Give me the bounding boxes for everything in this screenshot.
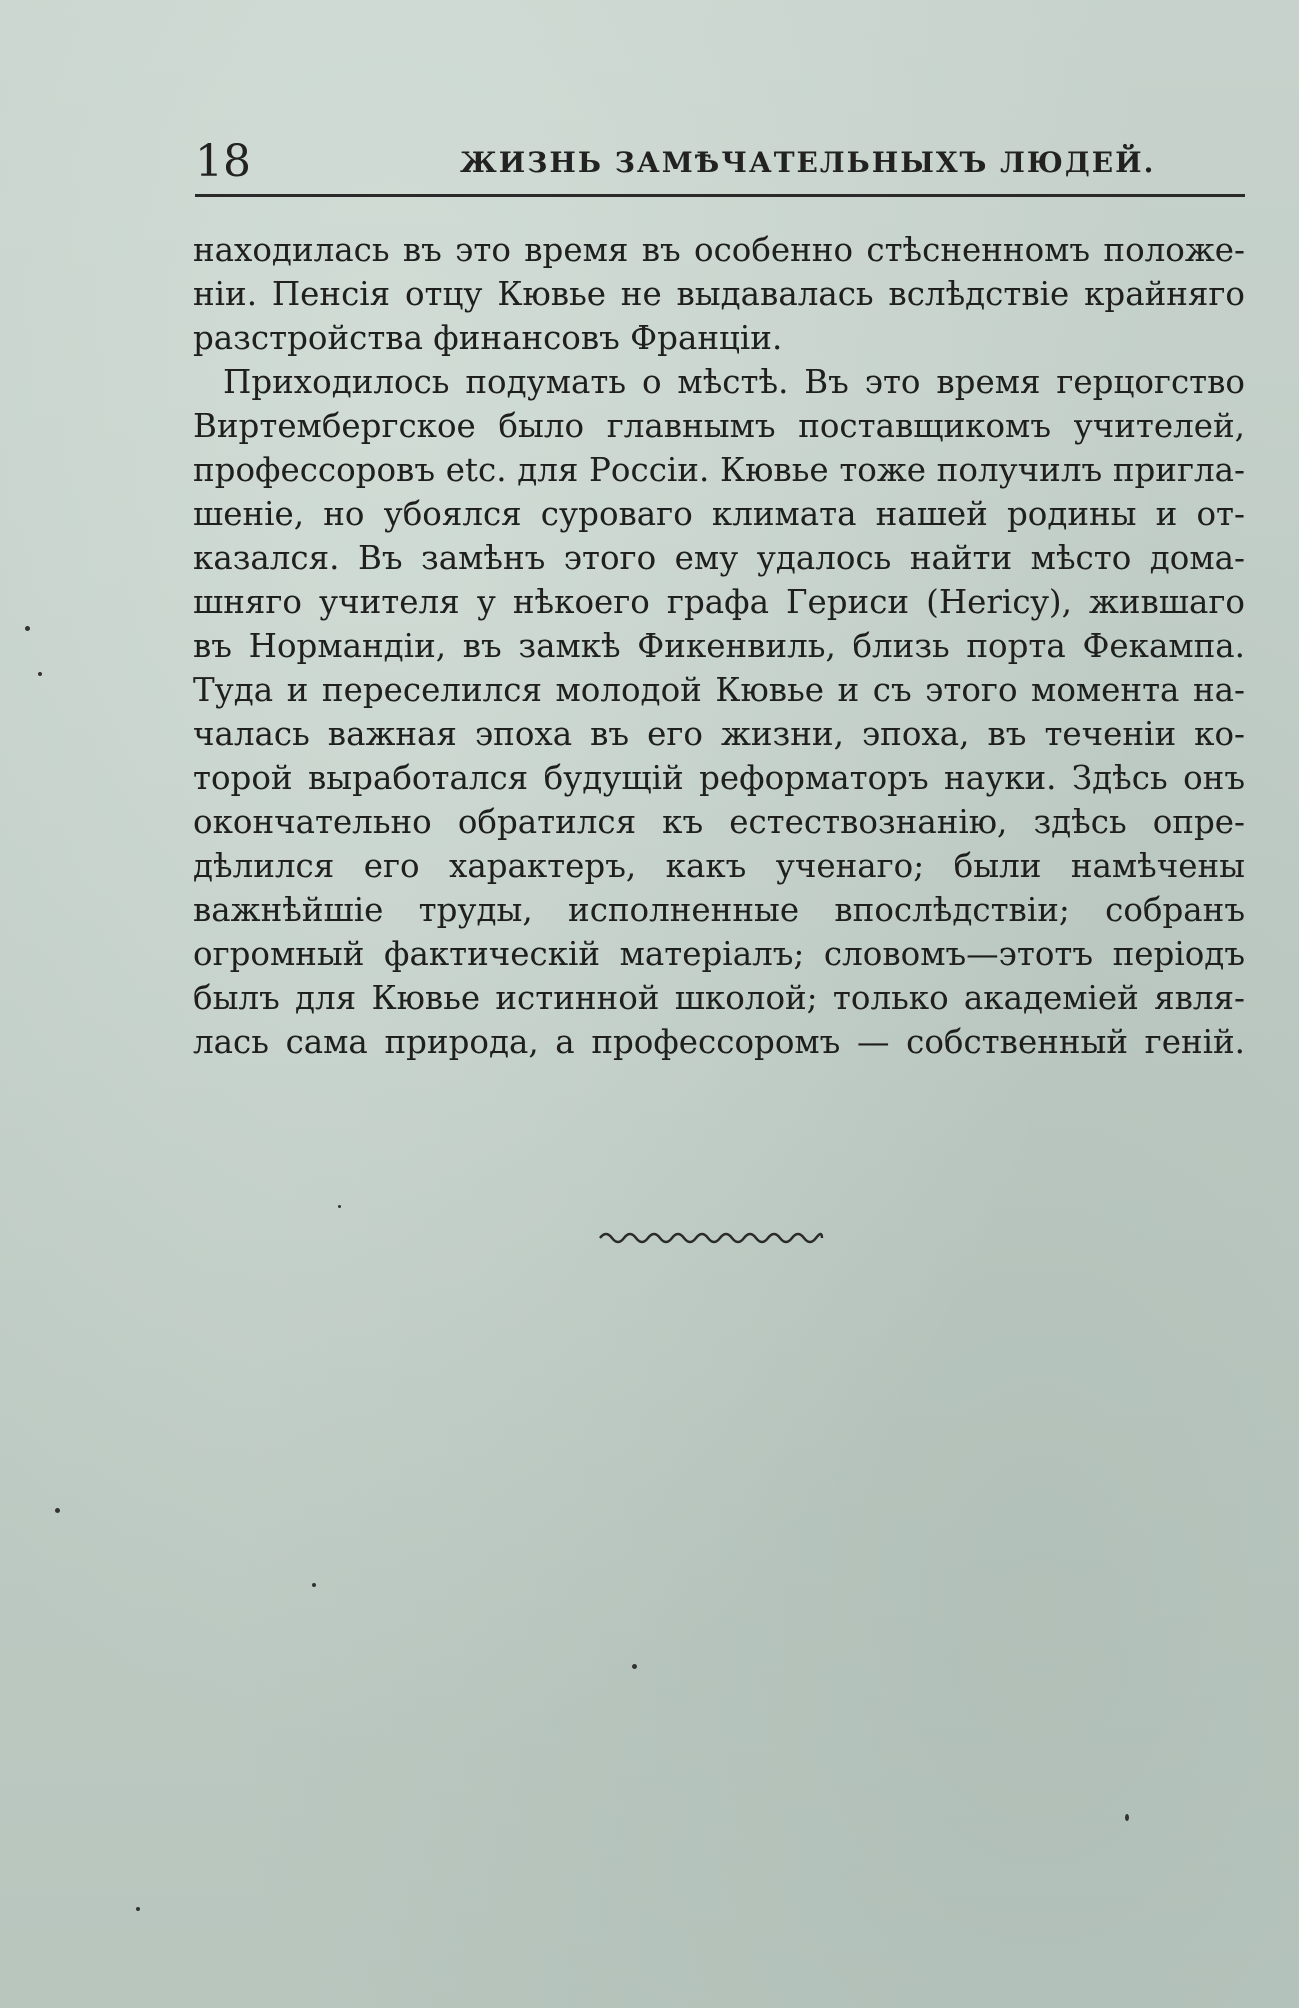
print-speck — [136, 1907, 140, 1911]
text-line: находилась въ это время въ особенно стѣсненномъ положе- — [193, 231, 1245, 269]
text-line: дѣлился его характеръ, какъ ученаго; были намѣчены — [193, 847, 1245, 885]
text-line: чалась важная эпоха въ его жизни, эпоха, въ теченіи ко- — [193, 715, 1245, 753]
text-line: шняго учителя у нѣкоего графа Гериси (Hericy), жившаго — [193, 583, 1245, 621]
text-line: Туда и переселился молодой Кювье и съ этого момента на- — [193, 671, 1245, 709]
text-line: торой выработался будущій реформаторъ науки. Здѣсь онъ — [193, 759, 1245, 797]
print-speck — [55, 1508, 60, 1513]
running-head — [195, 132, 1245, 192]
print-speck — [38, 672, 42, 676]
text-line: огромный фактическій матеріалъ; словомъ—этотъ періодъ — [193, 935, 1245, 973]
print-speck — [632, 1664, 637, 1669]
text-line: Приходилось подумать о мѣстѣ. Въ это время герцогство — [223, 363, 1245, 401]
print-speck — [312, 1583, 316, 1587]
print-speck — [25, 626, 30, 631]
text-line: былъ для Кювье истинной школой; только академіей явля- — [193, 979, 1245, 1017]
text-line: казался. Въ замѣнъ этого ему удалось найти мѣсто дома- — [193, 539, 1245, 577]
text-line: разстройства финансовъ Франціи. — [193, 319, 783, 357]
text-line: окончательно обратился къ естествознанію, здѣсь опре- — [193, 803, 1245, 841]
text-line: важнѣйшіе труды, исполненные впослѣдствіи; собранъ — [193, 891, 1245, 929]
text-line: Виртембергское было главнымъ поставщикомъ учителей, — [193, 407, 1245, 445]
header-rule — [195, 194, 1245, 197]
print-speck — [338, 1205, 341, 1208]
text-line: профессоровъ etc. для Россіи. Кювье тоже получилъ пригла- — [193, 451, 1245, 489]
text-line: шеніе, но убоялся суроваго климата нашей родины и от- — [193, 495, 1245, 533]
text-line: въ Нормандіи, въ замкѣ Фикенвиль, близь порта Фекампа. — [193, 627, 1245, 665]
text-line: ніи. Пенсія отцу Кювье не выдавалась вслѣдствіе крайняго — [193, 275, 1245, 313]
page-number: 18 — [195, 136, 251, 187]
print-speck — [1125, 1814, 1129, 1821]
text-line: лась сама природа, а профессоромъ — собственный геній. — [193, 1023, 1245, 1061]
running-title: ЖИЗНЬ ЗАМѢЧАТЕЛЬНЫХЪ ЛЮДЕЙ. — [460, 146, 1156, 179]
body-text — [193, 228, 1245, 1064]
wavy-ornament — [598, 1228, 824, 1248]
